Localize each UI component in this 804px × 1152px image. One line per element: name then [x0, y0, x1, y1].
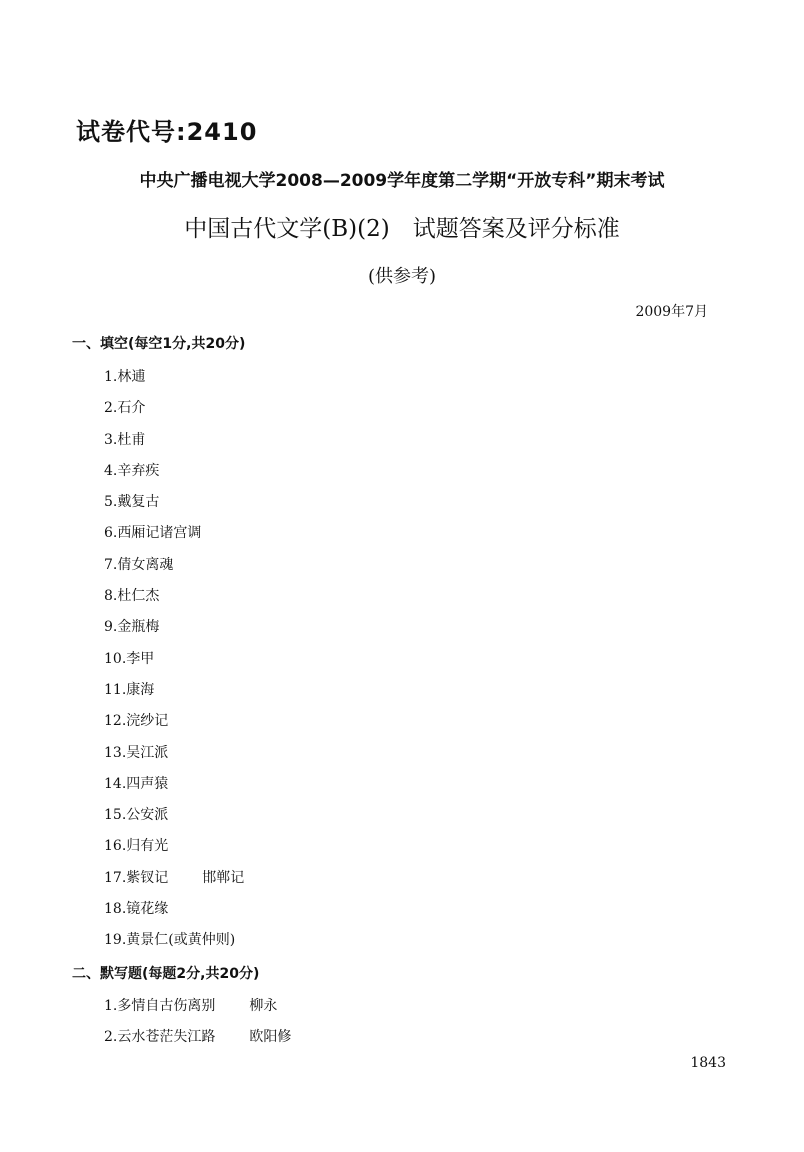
answer-item — [104, 1025, 291, 1056]
answer-number: 13. — [104, 744, 127, 761]
fill-in-answer-list — [104, 365, 244, 960]
answer-text: 康海 — [126, 681, 155, 698]
answer-number: 18. — [104, 901, 127, 918]
answer-item — [104, 490, 244, 521]
answer-text: 倩女离魂 — [117, 556, 174, 573]
answer-text: 李甲 — [126, 650, 155, 667]
reference-note: (供参考) — [367, 266, 437, 287]
answer-number: 14. — [104, 775, 127, 792]
answer-text: 四声猿 — [126, 775, 169, 792]
answer-number: 17. — [104, 869, 127, 886]
answer-number: 3. — [104, 431, 118, 448]
answer-item — [104, 741, 244, 772]
answer-text: 归有光 — [126, 838, 169, 855]
exam-title: 中央广播电视大学2008—2009学年度第二学期“开放专科”期末考试 — [139, 171, 665, 191]
answer-item — [104, 584, 244, 615]
answer-number: 4. — [104, 462, 118, 479]
answer-number: 1. — [104, 998, 118, 1014]
answer-text: 辛弃疾 — [117, 462, 160, 479]
answer-number: 11. — [104, 681, 127, 698]
answer-item — [104, 709, 244, 740]
answer-text: 紫钗记 — [126, 869, 169, 886]
exam-date: 2009年7月 — [635, 304, 708, 320]
answer-item — [104, 521, 244, 552]
answer-item — [104, 678, 244, 709]
answer-number: 6. — [104, 525, 118, 542]
answer-number: 5. — [104, 494, 118, 511]
answer-secondary: 柳永 — [249, 998, 278, 1014]
answer-number: 2. — [104, 1029, 118, 1046]
answer-item — [104, 428, 244, 459]
answer-number: 9. — [104, 619, 118, 636]
answer-number: 12. — [104, 713, 127, 730]
answer-text: 多情自古伤离别 — [117, 998, 216, 1014]
answer-text: 林逋 — [117, 369, 146, 385]
answer-text: 云水苍茫失江路 — [117, 1029, 216, 1046]
dictation-answer-list — [104, 994, 291, 1057]
answer-text: 黄景仁(或黄仲则) — [126, 932, 236, 949]
answer-number: 19. — [104, 932, 127, 949]
answer-number: 16. — [104, 838, 127, 855]
answer-text: 公安派 — [126, 807, 169, 824]
answer-number: 15. — [104, 807, 127, 824]
section-title-fill-in: 一、填空(每空1分,共20分) — [72, 336, 246, 352]
answer-item — [104, 994, 291, 1025]
answer-item — [104, 834, 244, 865]
answer-text: 镜花缘 — [126, 901, 169, 918]
answer-text: 吴江派 — [126, 744, 169, 761]
answer-text: 戴复古 — [117, 494, 160, 511]
answer-text: 西厢记诸宫调 — [117, 525, 202, 542]
answer-item — [104, 866, 244, 897]
answer-number: 1. — [104, 369, 118, 385]
answer-item — [104, 615, 244, 646]
answer-text: 浣纱记 — [126, 713, 169, 730]
answer-item — [104, 553, 244, 584]
answer-text: 石介 — [117, 400, 146, 417]
answer-number: 2. — [104, 400, 118, 417]
answer-number: 10. — [104, 650, 127, 667]
paper-code: 试卷代号:2410 — [76, 118, 258, 146]
answer-text: 杜仁杰 — [117, 588, 160, 605]
answer-item — [104, 897, 244, 928]
page-number: 1843 — [690, 1055, 726, 1071]
section-title-dictation: 二、默写题(每题2分,共20分) — [72, 966, 260, 982]
answer-item — [104, 803, 244, 834]
answer-text: 杜甫 — [117, 431, 146, 448]
answer-item — [104, 365, 244, 396]
answer-item — [104, 459, 244, 490]
answer-secondary: 邯郸记 — [202, 869, 245, 886]
answer-number: 8. — [104, 588, 118, 605]
answer-item — [104, 396, 244, 427]
answer-item — [104, 772, 244, 803]
answer-text: 金瓶梅 — [117, 619, 160, 636]
answer-number: 7. — [104, 556, 118, 573]
document-subtitle: 中国古代文学(B)(2) 试题答案及评分标准 — [184, 216, 620, 242]
answer-secondary: 欧阳修 — [249, 1029, 292, 1046]
answer-item — [104, 928, 244, 959]
answer-item — [104, 647, 244, 678]
